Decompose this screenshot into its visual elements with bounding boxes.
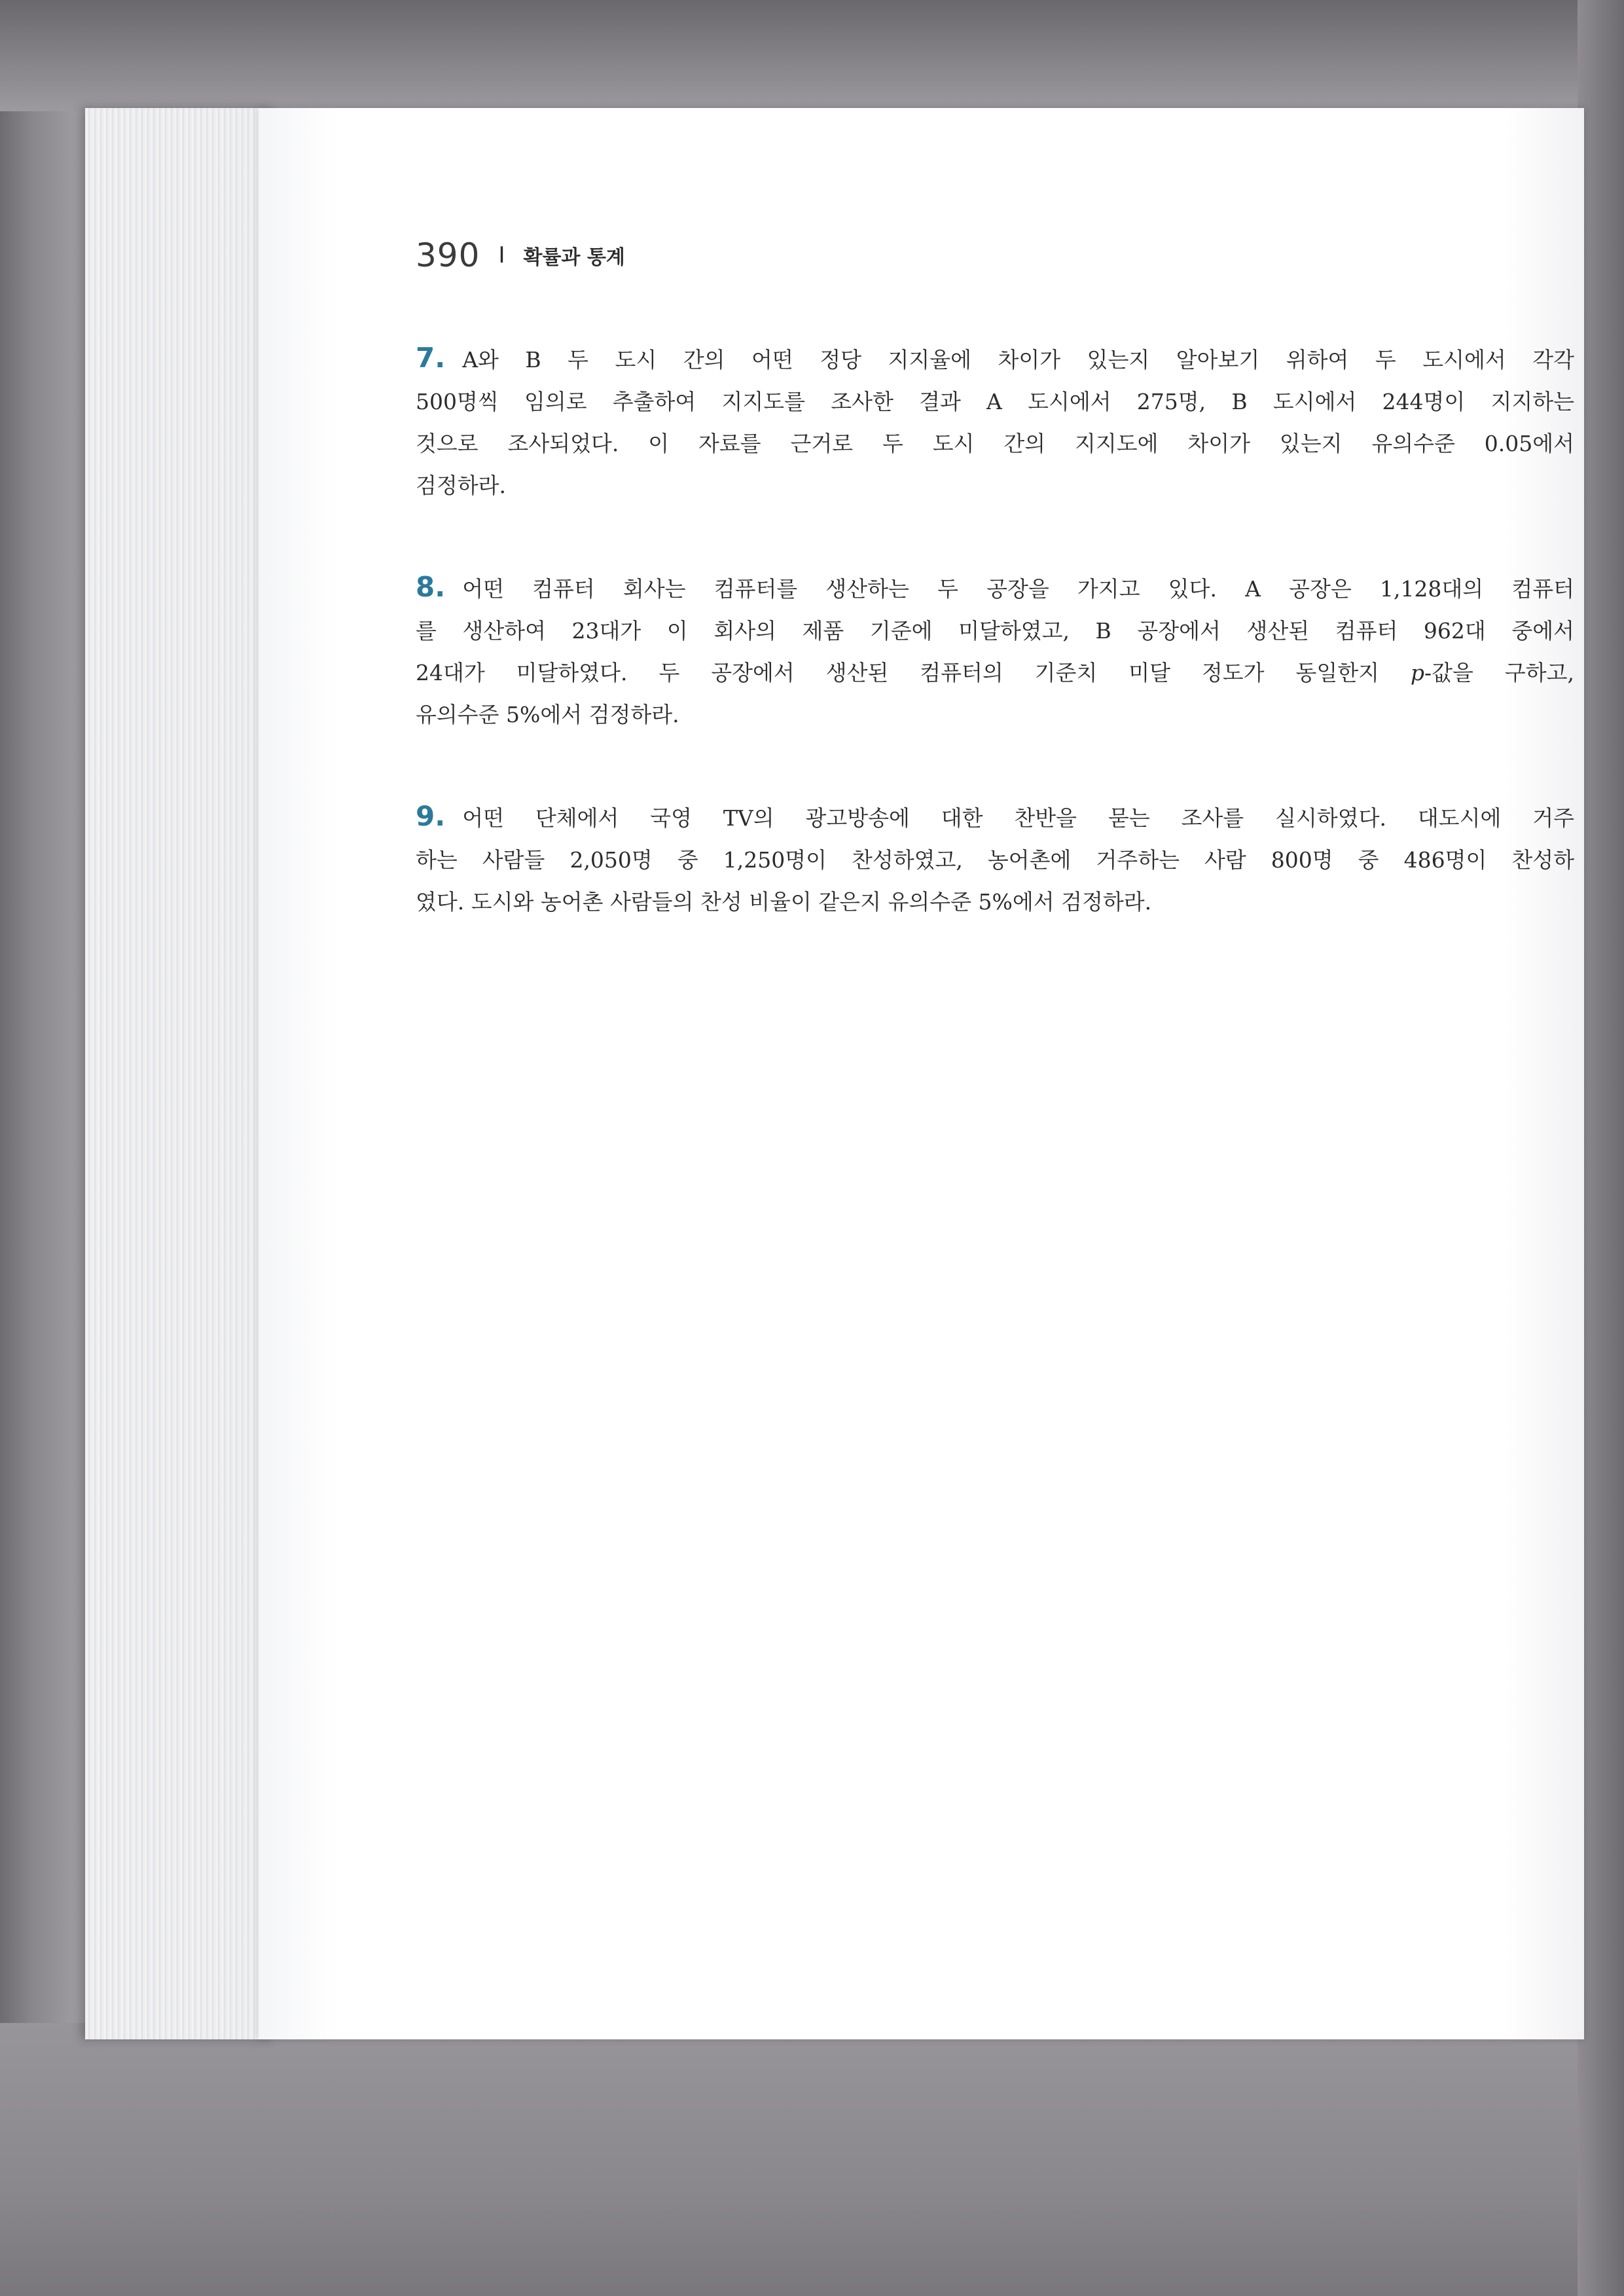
problem-line: 하는 사람들 2,050명 중 1,250명이 찬성하였고, 농어촌에 거주하는 사람 800명 중 486명이 찬성하 [416, 847, 1574, 873]
p-symbol: p [1410, 660, 1425, 685]
book-page-edges [85, 108, 275, 2039]
scanner-right-shadow [1578, 0, 1624, 2296]
scanner-top-shadow [0, 0, 1624, 111]
problem-8 [416, 566, 1574, 736]
problem-number: 7. [416, 342, 446, 374]
problem-line [416, 337, 1574, 381]
problem-text: 24대가 미달하였다. 두 공장에서 생산된 컴퓨터의 기준치 미달 정도가 동일한지 [416, 660, 1411, 685]
problem-text: 어떤 단체에서 국영 TV의 광고방송에 대한 찬반을 묻는 조사를 실시하였다. 대도시에 거주 [462, 805, 1574, 831]
problem-line: 유의수준 5%에서 검정하라. [416, 702, 679, 727]
problem-number: 9. [416, 800, 446, 832]
problem-line: 500명씩 임의로 추출하여 지지도를 조사한 결과 A 도시에서 275명, B 도시에서 244명이 지지하는 [416, 389, 1574, 414]
page-number: 390 [416, 236, 480, 274]
scanner-bottom-shadow [0, 2023, 1624, 2296]
problem-line: 검정하라. [416, 473, 507, 498]
problem-text: -값을 구하고, [1424, 660, 1574, 685]
problem-line [416, 566, 1574, 610]
book-page [259, 108, 1584, 2039]
problem-9 [416, 795, 1574, 923]
problem-line [416, 652, 1574, 694]
problem-line [416, 795, 1574, 839]
header-separator: I [498, 242, 505, 268]
problem-line: 것으로 조사되었다. 이 자료를 근거로 두 도시 간의 지지도에 차이가 있는지 유의수준 0.05에서 [416, 431, 1574, 456]
problem-number: 8. [416, 571, 446, 603]
problem-text: 어떤 컴퓨터 회사는 컴퓨터를 생산하는 두 공장을 가지고 있다. A 공장은 1,128대의 컴퓨터 [462, 576, 1574, 602]
page-header [416, 232, 625, 278]
problem-text: A와 B 두 도시 간의 어떤 정당 지지율에 차이가 있는지 알아보기 위하여 두 도시에서 각각 [462, 347, 1574, 373]
problem-7 [416, 337, 1574, 507]
problem-line: 를 생산하여 23대가 이 회사의 제품 기준에 미달하였고, B 공장에서 생산된 컴퓨터 962대 중에서 [416, 618, 1574, 644]
problem-line: 였다. 도시와 농어촌 사람들의 찬성 비율이 같은지 유의수준 5%에서 검정하라. [416, 889, 1152, 915]
chapter-title: 확률과 통계 [523, 246, 625, 269]
